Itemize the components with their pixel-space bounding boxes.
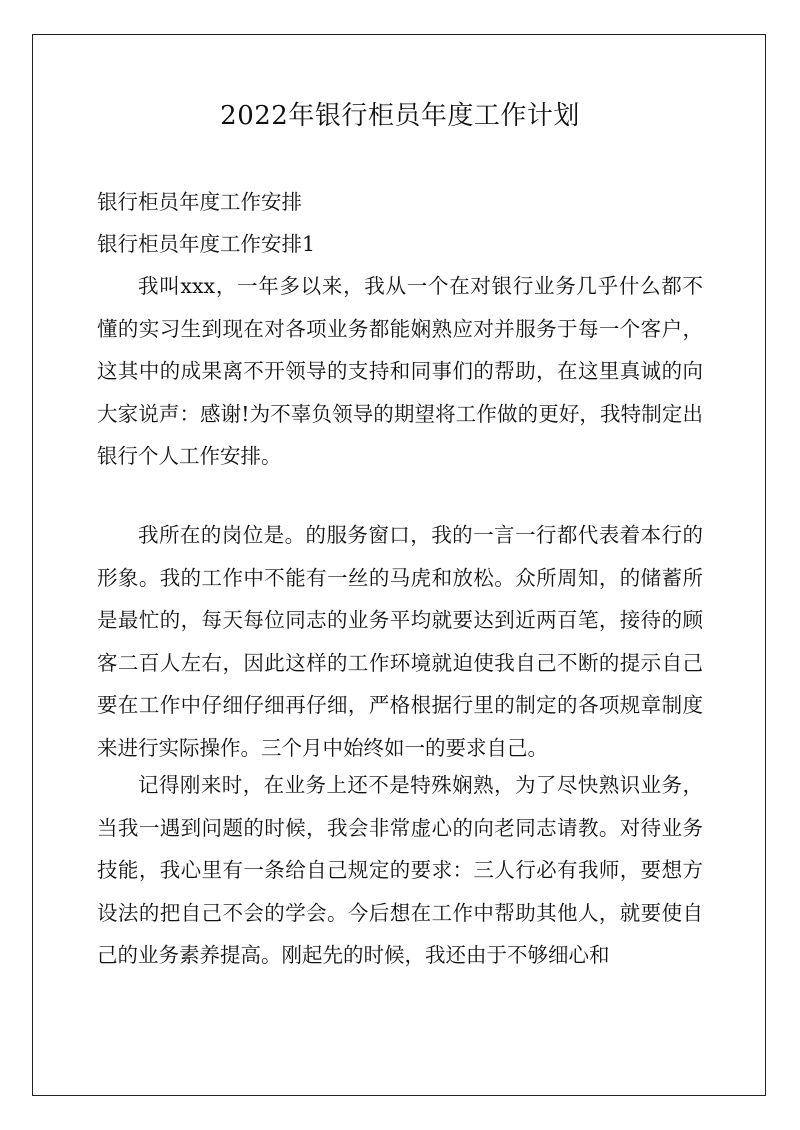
- body-paragraph-3: 记得刚来时，在业务上还不是特殊娴熟，为了尽快熟识业务，当我一遇到问题的时候，我会非常虚心的向老同志请教。对待业务技能，我心里有一条给自己规定的要求：三人行必有我师，要想方设法的把自己不会的学会。今后想在工作中帮助其他人，就要使自己的业务素养提高。刚起先的时候，我还由于不够细心和: [97, 773, 703, 967]
- subsection-heading: 银行柜员年度工作安排1: [97, 232, 316, 256]
- body-paragraph-1: 我叫xxx，一年多以来，我从一个在对银行业务几乎什么都不懂的实习生到现在对各项业务都能娴熟应对并服务于每一个客户，这其中的成果离不开领导的支持和同事们的帮助，在这里真诚的向大家说声：感谢!为不辜负领导的期望将工作做的更好，我特制定出银行个人工作安排。: [97, 274, 703, 468]
- section-heading: 银行柜员年度工作安排: [97, 190, 302, 214]
- body-paragraph-2: 我所在的岗位是。的服务窗口，我的一言一行都代表着本行的形象。我的工作中不能有一丝的马虎和放松。众所周知，的储蓄所是最忙的，每天每位同志的业务平均就要达到近两百笔，接待的顾客二百人左右，因此这样的工作环境就迫使我自己不断的提示自己要在工作中仔细仔细再仔细，严格根据行里的制定的各项规章制度来进行实际操作。三个月中始终如一的要求自己。: [97, 523, 703, 760]
- document-title: 2022年银行柜员年度工作计划: [220, 101, 580, 131]
